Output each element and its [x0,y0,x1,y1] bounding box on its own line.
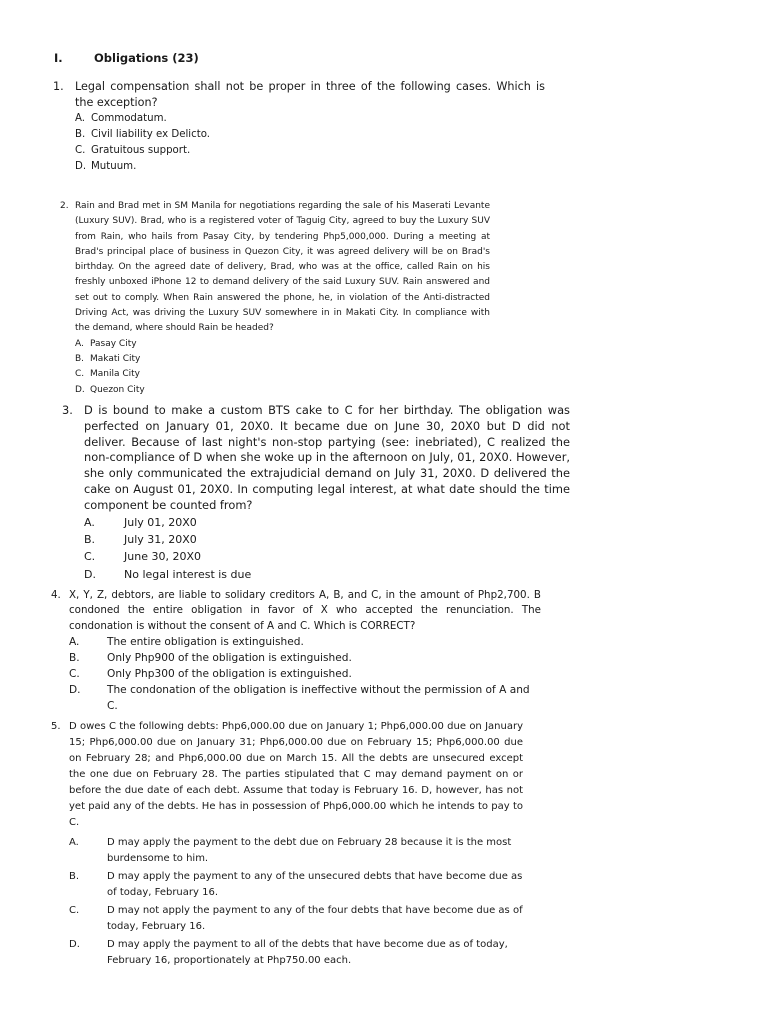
question-3 [62,403,570,583]
option-letter: C. [75,145,86,156]
option-d [75,383,490,398]
question-number: 1. [53,80,64,93]
option-text: Manila City [90,369,141,380]
option-text: Commodatum. [91,113,167,124]
question-number: 2. [60,201,69,211]
option-text: Only Php300 of the obligation is extinguished. [107,668,352,681]
option-text: Gratuitous support. [91,145,191,156]
option-a [75,337,490,352]
section-number: I. [54,51,63,65]
option-c [75,367,490,382]
option-d [69,937,523,969]
option-letter: A. [75,113,86,124]
option-letter: A. [69,837,79,848]
option-letter: B. [84,532,96,546]
question-4 [51,588,541,714]
option-letter: B. [69,652,80,665]
option-text: July 01, 20X0 [124,515,197,529]
option-d [84,566,570,583]
option-c [69,903,523,935]
question-text: X, Y, Z, debtors, are liable to solidary creditors A, B, and C, in the amount of Php2,700. B condoned the entire obligation in favor of X who accepted the renunciation. The condonation is without the consent of A and C. Which is CORRECT? [69,589,541,632]
option-c [84,548,570,565]
option-b [69,650,541,666]
option-text: Quezon City [90,384,145,395]
option-letter: B. [75,353,85,364]
option-letter: A. [75,338,84,349]
question-text: Rain and Brad met in SM Manila for negotiations regarding the sale of his Maserati Levante (Luxury SUV). Brad, who is a registered voter of Taguig City, agreed to buy the Luxury SUV from Rain, who hails from Pasay City, by tendering Php5,000,000. During a meeting at Brad's principal place of business in Quezon City, it was agreed delivery will be on Brad's birthday. On the agreed date of delivery, Brad, who was at the office, called Rain on his freshly unboxed iPhone 12 to demand delivery of the said Luxury SUV. Rain answered and set out to comply. When Rain answered the phone, he, in violation of the Anti-distracted Driving Act, was driving the Luxury SUV somewhere in in Makati City. In compliance with the demand, where should Rain be headed? [75,201,490,334]
option-letter: B. [75,129,86,140]
option-b [69,869,523,901]
option-text: Makati City [90,353,141,364]
option-c [75,143,545,159]
option-d [75,159,545,175]
option-b [75,127,545,143]
option-a [75,111,545,127]
question-number: 4. [51,589,61,601]
option-d [69,682,541,714]
option-list [75,337,490,398]
option-text: Only Php900 of the obligation is extinguished. [107,652,352,665]
option-b [84,531,570,548]
option-list [75,111,545,175]
option-a [69,835,523,867]
option-list [69,835,523,969]
option-text: July 31, 20X0 [124,532,197,546]
option-text: Mutuum. [91,161,137,172]
option-letter: D. [75,161,87,172]
option-letter: C. [75,369,85,380]
option-text: The entire obligation is extinguished. [107,636,304,649]
option-text: D may apply the payment to any of the unsecured debts that have become due as of today, February 16. [107,871,523,898]
option-letter: D. [69,939,80,950]
option-text: Pasay City [90,338,137,349]
question-2 [60,199,490,398]
question-text: Legal compensation shall not be proper in three of the following cases. Which is the exception? [75,80,545,109]
option-text: D may not apply the payment to any of the four debts that have become due as of today, February 16. [107,905,523,932]
option-list [69,634,541,714]
option-b [75,352,490,367]
question-text: D owes C the following debts: Php6,000.00 due on January 1; Php6,000.00 due on January 15; Php6,000.00 due on January 31; Php6,000.00 due on February 15; Php6,000.00 due on February 28; and Php6,000.00 due on March 15. All the debts are unsecured except the one due on February 28. The parties stipulated that C may demand payment on or before the due date of each debt. Assume that today is February 16. D, however, has not yet paid any of the debts. He has in possession of Php6,000.00 which he intends to pay to C. [69,721,523,828]
option-letter: B. [69,871,80,882]
option-a [69,634,541,650]
option-text: D may apply the payment to all of the debts that have become due as of today, February 16, proportionately at Php750.00 each. [107,939,508,966]
option-text: Civil liability ex Delicto. [91,129,211,140]
option-letter: D. [75,384,85,395]
question-5 [51,719,523,971]
option-letter: C. [69,905,80,916]
option-text: No legal interest is due [124,567,252,581]
option-list [84,514,570,584]
option-text: The condonation of the obligation is ineffective without the permission of A and C. [107,684,530,713]
question-1 [53,79,545,175]
option-letter: D. [69,684,81,697]
option-letter: C. [84,550,96,564]
option-letter: D. [84,567,96,581]
option-text: June 30, 20X0 [124,550,201,564]
question-number: 3. [62,403,73,417]
question-number: 5. [51,721,61,732]
section-title: Obligations (23) [94,51,199,65]
option-a [84,514,570,531]
option-text: D may apply the payment to the debt due on February 28 because it is the most burdensome to him. [107,837,512,864]
section-heading [54,51,199,65]
question-text: D is bound to make a custom BTS cake to C for her birthday. The obligation was perfected on January 01, 20X0. It became due on June 30, 20X0 but D did not deliver. Because of last night's non-stop partying (see: inebriated), C realized the non-compliance of D when she woke up in the afternoon on July, 01, 20X0. However, she only communicated the extrajudicial demand on July 31, 20X0. D delivered the cake on August 01, 20X0. In computing legal interest, at what date should the time component be counted from? [84,403,570,512]
option-c [69,666,541,682]
option-letter: A. [84,515,95,529]
option-letter: C. [69,668,80,681]
option-letter: A. [69,636,80,649]
